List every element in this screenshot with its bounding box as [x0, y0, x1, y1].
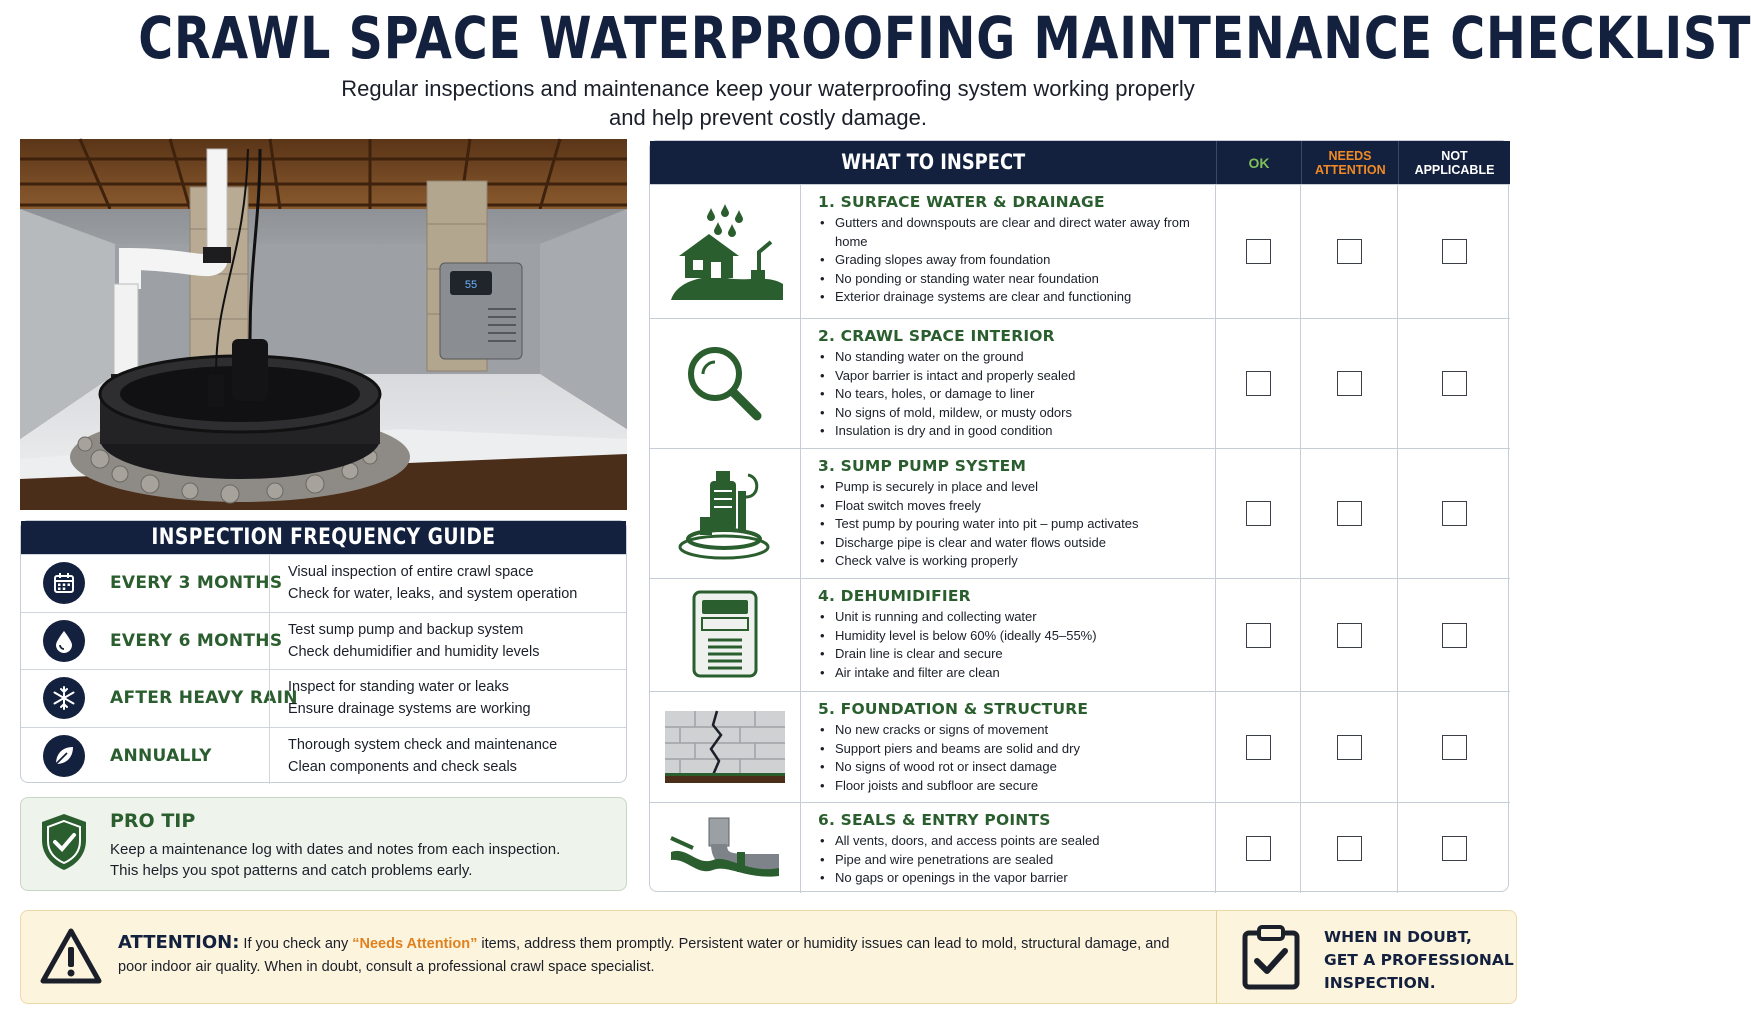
- checklist-bullet: • No signs of wood rot or insect damage: [818, 758, 1215, 777]
- divider: [269, 670, 270, 727]
- inspection-checklist-table: [649, 140, 1509, 892]
- frequency-row-after-rain: [21, 669, 626, 727]
- not-applicable-checkbox[interactable]: [1442, 239, 1467, 264]
- not-applicable-checkbox[interactable]: [1442, 735, 1467, 760]
- needs-attention-checkbox[interactable]: [1337, 836, 1362, 861]
- clipboard-check-icon: [1239, 923, 1303, 996]
- needs-attention-checkbox[interactable]: [1337, 501, 1362, 526]
- frequency-label: EVERY 3 MONTHS: [110, 573, 283, 594]
- frequency-description: [288, 561, 577, 605]
- calendar-icon: [43, 562, 85, 604]
- checklist-row-surface-water: [650, 184, 1510, 318]
- frequency-row-6-months: [21, 612, 626, 670]
- divider: [269, 613, 270, 670]
- ok-checkbox[interactable]: [1246, 836, 1271, 861]
- table-header: [650, 141, 1510, 184]
- frequency-label: EVERY 6 MONTHS: [110, 630, 283, 651]
- needs-attention-cell: [1301, 803, 1398, 893]
- column-header-ok: OK: [1216, 141, 1301, 184]
- checklist-bullet: • Pipe and wire penetrations are sealed: [818, 851, 1215, 870]
- frequency-desc-line: Check for water, leaks, and system operation: [288, 586, 578, 603]
- checklist-bullet: • Test pump by pouring water into pit – pump activates: [818, 515, 1215, 534]
- column-header-label: WHAT TO INSPECT: [840, 150, 1025, 174]
- frequency-desc-line: Visual inspection of entire crawl space: [288, 564, 534, 581]
- not-applicable-cell: [1398, 579, 1510, 691]
- leaf-icon: [43, 735, 85, 777]
- needs-attention-cell: [1301, 449, 1398, 578]
- checklist-bullet: • Floor joists and subfloor are secure: [818, 777, 1215, 796]
- needs-attention-checkbox[interactable]: [1337, 239, 1362, 264]
- ok-cell: [1216, 579, 1301, 691]
- ok-cell: [1216, 692, 1301, 802]
- attention-text-start: If you check any: [239, 936, 353, 952]
- frequency-desc-line: Ensure drainage systems are working: [288, 701, 531, 718]
- subtitle-line-2: and help prevent costly damage.: [609, 105, 927, 130]
- checklist-bullet: • No gaps or openings in the vapor barrier: [818, 869, 1215, 888]
- pro-tip-title: PRO TIP: [110, 810, 196, 832]
- checklist-item-content: [801, 185, 1216, 318]
- checklist-bullet: • Check valve is working properly: [818, 552, 1215, 571]
- pro-tip-box: [20, 797, 627, 891]
- ok-cell: [1216, 803, 1301, 893]
- frequency-guide-title: INSPECTION FREQUENCY GUIDE: [151, 525, 496, 550]
- column-header-not-applicable: [1398, 141, 1510, 184]
- checklist-section-title: 6. SEALS & ENTRY POINTS: [818, 811, 1051, 829]
- needs-attention-cell: [1301, 692, 1398, 802]
- cracked-wall-icon: [650, 692, 801, 802]
- column-header-what-to-inspect: [650, 141, 1216, 184]
- needs-attention-checkbox[interactable]: [1337, 735, 1362, 760]
- frequency-label: ANNUALLY: [110, 745, 212, 766]
- checklist-bullet: • Float switch moves freely: [818, 497, 1215, 516]
- not-applicable-checkbox[interactable]: [1442, 623, 1467, 648]
- checklist-bullet: • Unit is running and collecting water: [818, 608, 1215, 627]
- checklist-item-content: [801, 449, 1216, 578]
- checklist-item-content: [801, 803, 1216, 893]
- dehumidifier-icon: [650, 579, 801, 691]
- checklist-row-foundation: [650, 691, 1510, 802]
- pro-tip-line: Keep a maintenance log with dates and notes from each inspection.: [110, 841, 561, 858]
- ok-checkbox[interactable]: [1246, 501, 1271, 526]
- ok-cell: [1216, 319, 1301, 448]
- dehumidifier-display: 55: [464, 279, 478, 291]
- sump-pump-icon: [650, 449, 801, 578]
- attention-banner: [20, 910, 1517, 1004]
- frequency-description: [288, 619, 539, 663]
- checklist-bullet: • Support piers and beams are solid and dry: [818, 740, 1215, 759]
- page-title: CRAWL SPACE WATERPROOFING MAINTENANCE CHECKLIST: [138, 4, 1751, 72]
- ok-cell: [1216, 185, 1301, 318]
- shield-check-icon: [39, 812, 89, 877]
- page-subtitle: [268, 74, 1268, 132]
- divider: [1216, 911, 1217, 1003]
- checklist-bullet: • Air intake and filter are clean: [818, 664, 1215, 683]
- attention-label: ATTENTION:: [118, 932, 240, 953]
- checklist-row-dehumidifier: [650, 578, 1510, 691]
- not-applicable-checkbox[interactable]: [1442, 501, 1467, 526]
- checklist-bullet: • Vapor barrier is intact and properly sealed: [818, 367, 1215, 386]
- frequency-description: [288, 734, 557, 778]
- callout-line: INSPECTION.: [1324, 974, 1436, 992]
- checklist-bullet: • Pump is securely in place and level: [818, 478, 1215, 497]
- frequency-desc-line: Inspect for standing water or leaks: [288, 679, 509, 696]
- pro-tip-text: [110, 839, 620, 881]
- needs-attention-cell: [1301, 579, 1398, 691]
- subtitle-line-1: Regular inspections and maintenance keep your waterproofing system working properly: [341, 76, 1195, 101]
- checklist-row-sump-pump: [650, 448, 1510, 578]
- checklist-bullet: • Grading slopes away from foundation: [818, 251, 1215, 270]
- not-applicable-cell: [1398, 185, 1510, 318]
- frequency-row-3-months: [21, 554, 626, 612]
- not-applicable-checkbox[interactable]: [1442, 836, 1467, 861]
- frequency-desc-line: Check dehumidifier and humidity levels: [288, 643, 540, 660]
- checklist-bullet: • All vents, doors, and access points are sealed: [818, 832, 1215, 851]
- checklist-bullet: • Humidity level is below 60% (ideally 45–55%): [818, 627, 1215, 646]
- checklist-bullet: • Insulation is dry and in good condition: [818, 422, 1215, 441]
- callout-line: WHEN IN DOUBT,: [1324, 928, 1472, 946]
- checklist-section-title: 5. FOUNDATION & STRUCTURE: [818, 700, 1089, 718]
- not-applicable-cell: [1398, 319, 1510, 448]
- callout-line: GET A PROFESSIONAL: [1324, 951, 1514, 969]
- checklist-section-title: 1. SURFACE WATER & DRAINAGE: [818, 193, 1105, 211]
- needs-attention-cell: [1301, 185, 1398, 318]
- crawl-space-illustration: [20, 139, 627, 510]
- frequency-guide-header: [21, 521, 626, 554]
- ok-checkbox[interactable]: [1246, 371, 1271, 396]
- checklist-section-title: 3. SUMP PUMP SYSTEM: [818, 457, 1027, 475]
- professional-inspection-callout: [1324, 926, 1514, 995]
- magnifier-icon: [650, 319, 801, 448]
- attention-highlight: “Needs Attention”: [352, 936, 478, 952]
- ok-checkbox[interactable]: [1246, 623, 1271, 648]
- checklist-section-title: 4. DEHUMIDIFIER: [818, 587, 971, 605]
- ok-checkbox[interactable]: [1246, 735, 1271, 760]
- column-header-label: NOT APPLICABLE: [1414, 148, 1495, 177]
- needs-attention-cell: [1301, 319, 1398, 448]
- checklist-bullet: • Exterior drainage systems are clear and functioning: [818, 288, 1215, 307]
- divider: [269, 728, 270, 785]
- checklist-bullet: • No standing water on the ground: [818, 348, 1215, 367]
- needs-attention-checkbox[interactable]: [1337, 623, 1362, 648]
- frequency-desc-line: Thorough system check and maintenance: [288, 736, 558, 753]
- checklist-row-seals: [650, 802, 1510, 893]
- ok-checkbox[interactable]: [1246, 239, 1271, 264]
- frequency-desc-line: Test sump pump and backup system: [288, 621, 524, 638]
- not-applicable-cell: [1398, 449, 1510, 578]
- checklist-section-title: 2. CRAWL SPACE INTERIOR: [818, 327, 1055, 345]
- inspection-frequency-guide: [20, 520, 627, 783]
- pro-tip-line: This helps you spot patterns and catch problems early.: [110, 862, 473, 879]
- not-applicable-checkbox[interactable]: [1442, 371, 1467, 396]
- pipe-seal-icon: [650, 803, 801, 893]
- frequency-label: AFTER HEAVY RAIN: [110, 688, 298, 709]
- ok-cell: [1216, 449, 1301, 578]
- not-applicable-cell: [1398, 692, 1510, 802]
- checklist-bullet: • Discharge pipe is clear and water flows outside: [818, 534, 1215, 553]
- frequency-row-annually: [21, 727, 626, 785]
- divider: [269, 555, 270, 612]
- warning-triangle-icon: [39, 927, 103, 990]
- water-drop-icon: [43, 620, 85, 662]
- column-header-label: NEEDS ATTENTION: [1315, 148, 1386, 177]
- checklist-item-content: [801, 692, 1216, 802]
- attention-text-end: items, address them promptly. Persistent water or humidity issues can lead to mold, structural damage, and poor indoor air quality. When in doubt, consult a professional crawl space specialist.: [118, 936, 1170, 975]
- checklist-bullet: • Gutters and downspouts are clear and direct water away from home: [818, 214, 1215, 251]
- checklist-item-content: [801, 579, 1216, 691]
- frequency-desc-line: Clean components and check seals: [288, 758, 517, 775]
- checklist-item-content: [801, 319, 1216, 448]
- checklist-bullet: • Drain line is clear and secure: [818, 645, 1215, 664]
- column-header-needs-attention: [1301, 141, 1398, 184]
- attention-message: [118, 931, 1178, 979]
- snowflake-icon: [43, 677, 85, 719]
- needs-attention-checkbox[interactable]: [1337, 371, 1362, 396]
- checklist-bullet: • No tears, holes, or damage to liner: [818, 385, 1215, 404]
- frequency-description: [288, 676, 531, 720]
- checklist-bullet: • No new cracks or signs of movement: [818, 721, 1215, 740]
- crawl-space-photo: [20, 139, 627, 510]
- checklist-row-crawl-interior: [650, 318, 1510, 448]
- house-rain-icon: [650, 185, 801, 318]
- checklist-bullet: • No ponding or standing water near foundation: [818, 270, 1215, 289]
- not-applicable-cell: [1398, 803, 1510, 893]
- checklist-bullet: • No signs of mold, mildew, or musty odors: [818, 404, 1215, 423]
